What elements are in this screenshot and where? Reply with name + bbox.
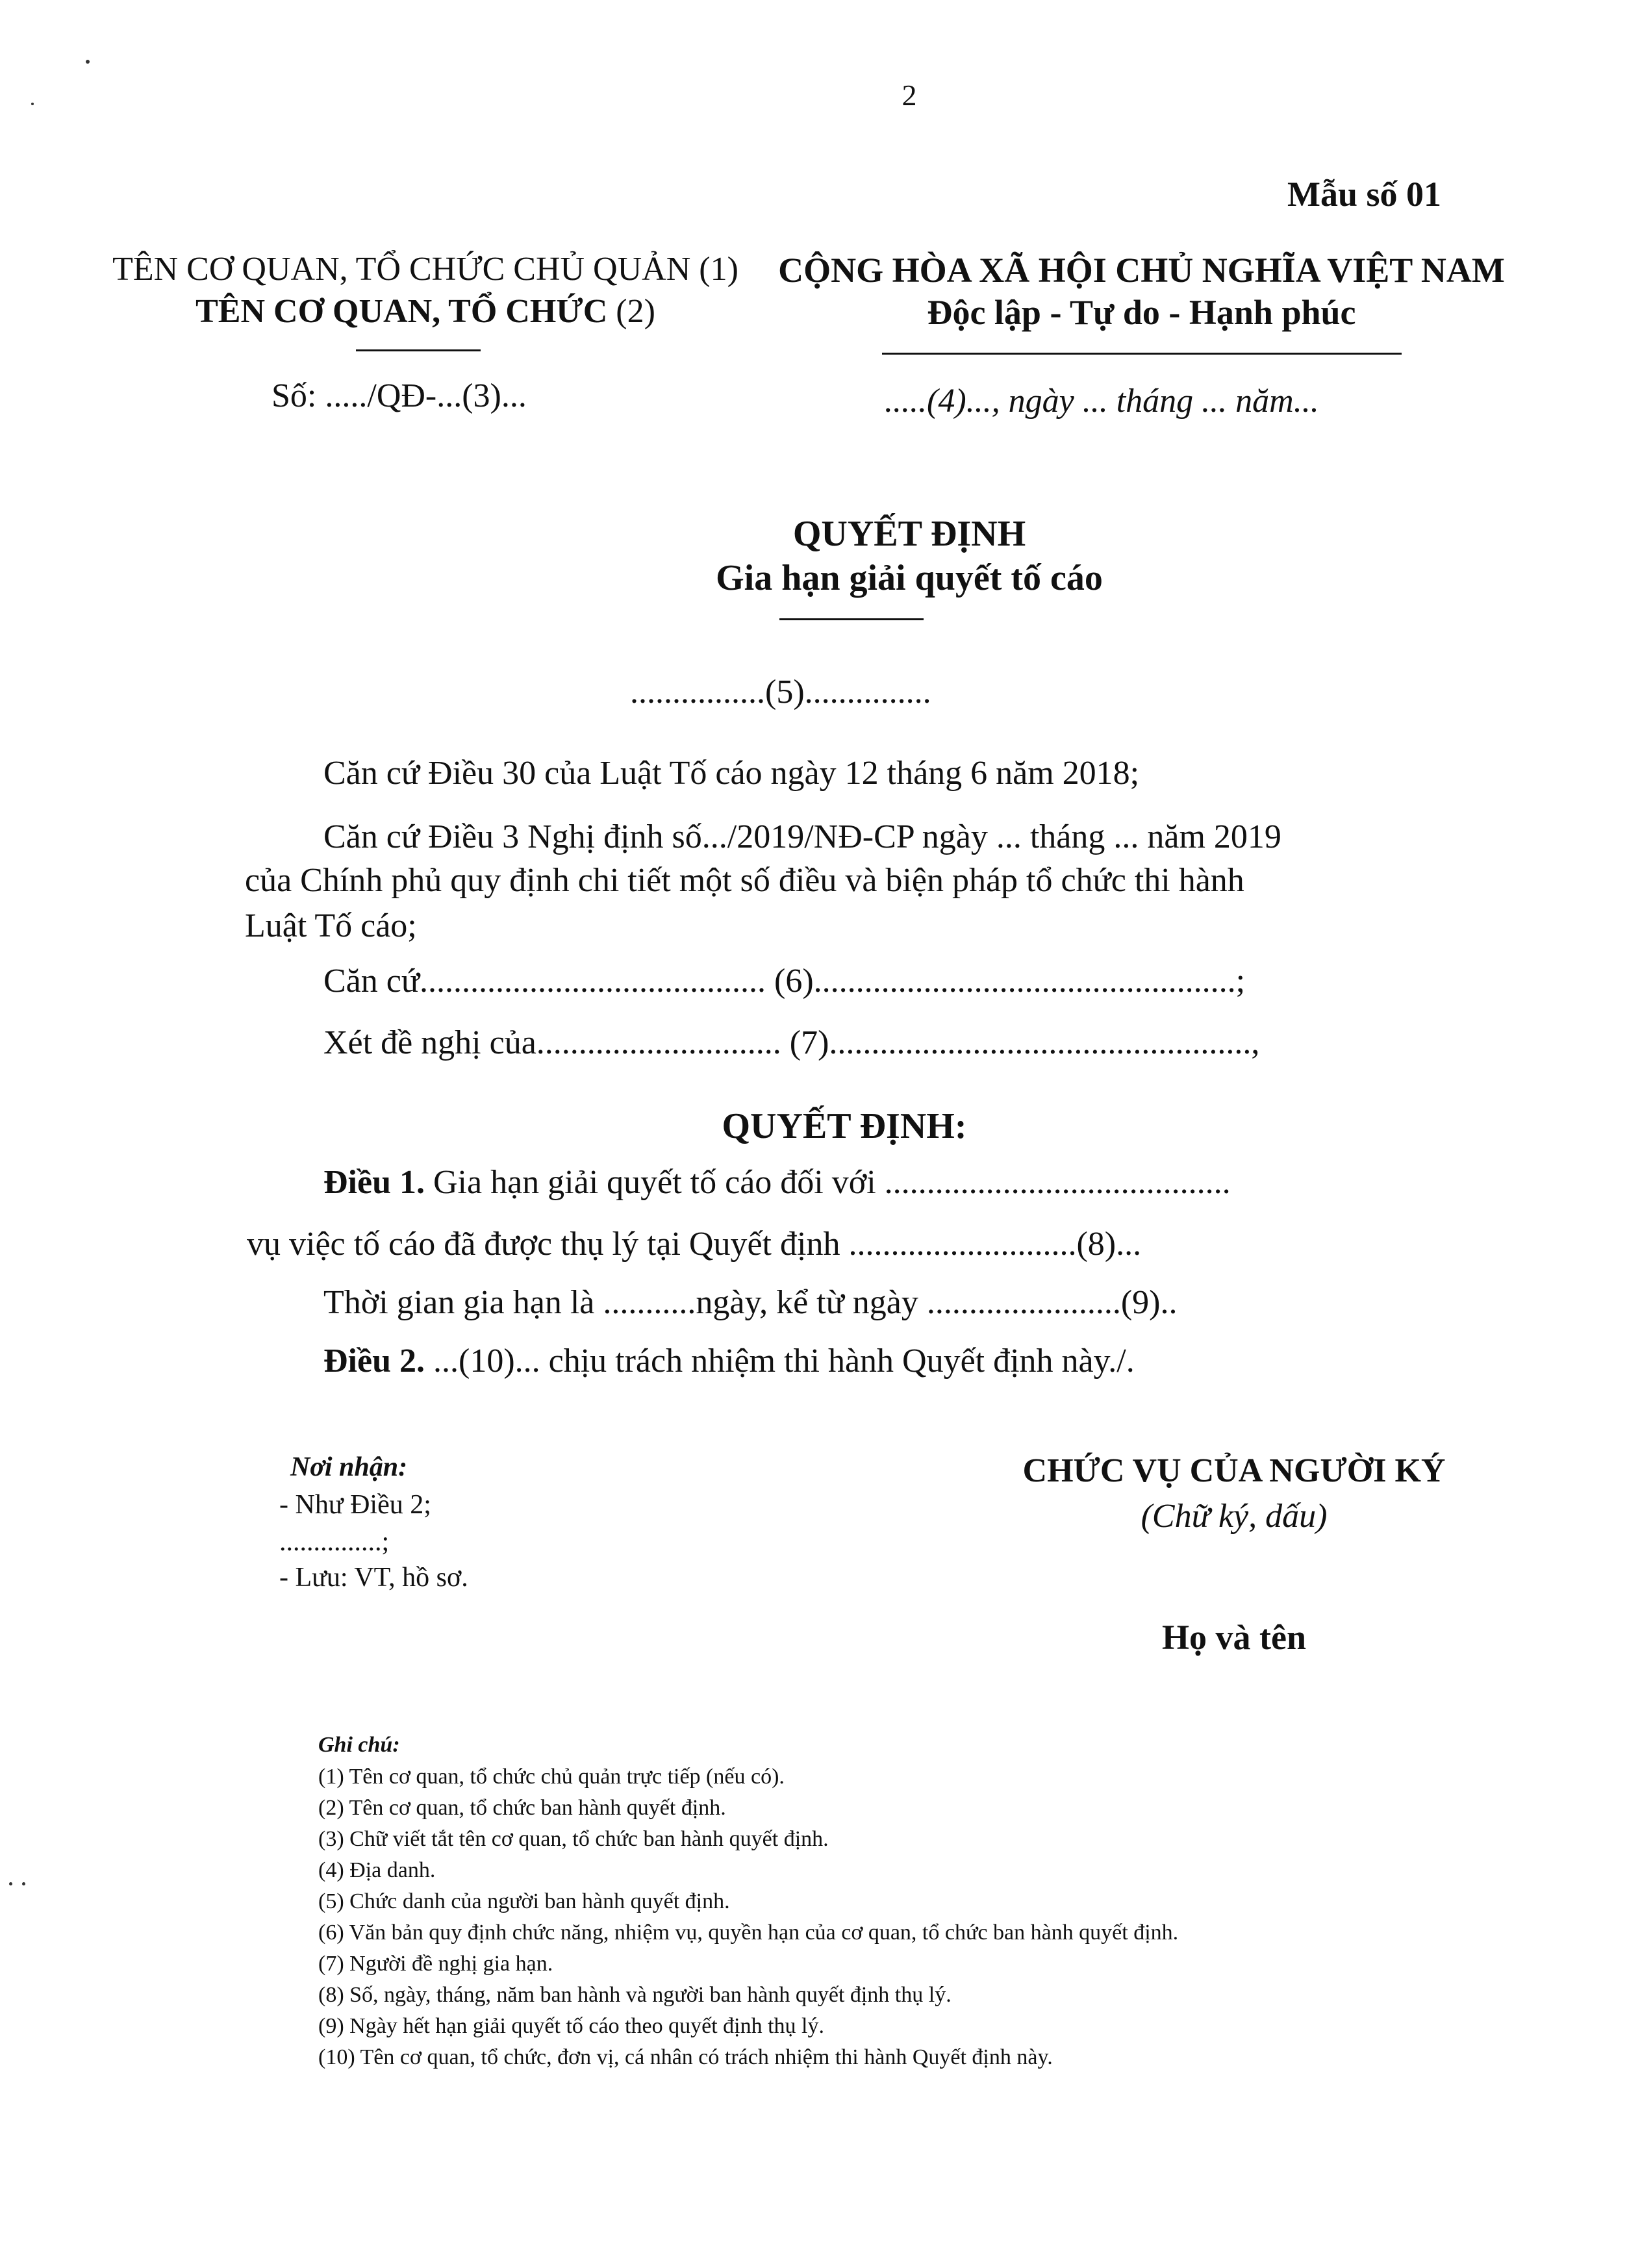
note-item: (7) Người đề nghị gia hạn. [318, 1952, 553, 1976]
scan-speck [31, 103, 34, 105]
note-item: (4) Địa danh. [318, 1858, 436, 1882]
decision-heading: QUYẾT ĐỊNH: [722, 1106, 967, 1146]
note-item: (2) Tên cơ quan, tổ chức ban hành quyết định. [318, 1796, 726, 1820]
national-title: CỘNG HÒA XÃ HỘI CHỦ NGHĨA VIỆT NAM [778, 251, 1505, 290]
page-number: 2 [902, 79, 917, 112]
article-1-text: Gia hạn giải quyết tố cáo đối với ......................................... [425, 1164, 1231, 1201]
recipient-item: ...............; [279, 1527, 390, 1557]
notes-heading: Ghi chú: [318, 1733, 400, 1757]
article-1-line1 [323, 1166, 1231, 1200]
national-motto: Độc lập - Tự do - Hạnh phúc [927, 293, 1356, 332]
scan-speck [22, 1882, 25, 1885]
recipients-heading: Nơi nhận: [290, 1452, 408, 1482]
header-left-underline [356, 349, 481, 351]
organization-note: (2) [607, 293, 655, 330]
article-2-text: ...(10)... chịu trách nhiệm thi hành Quyết định này./. [425, 1342, 1135, 1380]
article-1-line3: Thời gian gia hạn là ...........ngày, kể từ ngày .......................(9).. [323, 1284, 1178, 1321]
recipient-item: - Như Điều 2; [279, 1490, 431, 1520]
basis-decree-line3: Luật Tố cáo; [245, 907, 417, 944]
article-2 [323, 1344, 1135, 1378]
signature-note: (Chữ ký, dấu) [1141, 1498, 1328, 1535]
document-number: Số: ...../QĐ-...(3)... [271, 377, 527, 414]
basis-mandate: Căn cứ......................................... (6)..................................................; [323, 963, 1246, 1000]
document-subtitle: Gia hạn giải quyết tố cáo [716, 558, 1103, 598]
scan-speck [86, 60, 90, 64]
note-item: (6) Văn bản quy định chức năng, nhiệm vụ, quyền hạn của cơ quan, tổ chức ban hành quyết định. [318, 1921, 1179, 1945]
title-underline [779, 618, 924, 620]
note-item: (1) Tên cơ quan, tổ chức chủ quản trực tiếp (nếu có). [318, 1765, 785, 1789]
recipient-item: - Lưu: VT, hồ sơ. [279, 1563, 468, 1593]
note-item: (8) Số, ngày, tháng, năm ban hành và người ban hành quyết định thụ lý. [318, 1983, 952, 2007]
note-item: (9) Ngày hết hạn giải quyết tố cáo theo quyết định thụ lý. [318, 2014, 824, 2038]
article-2-label: Điều 2. [323, 1342, 425, 1380]
header-left-line2 [104, 292, 747, 331]
article-1-label: Điều 1. [323, 1164, 425, 1201]
document-title: QUYẾT ĐỊNH [792, 514, 1026, 554]
scan-speck [9, 1882, 12, 1885]
article-1-line2: vụ việc tố cáo đã được thụ lý tại Quyết định ...........................(8)... [247, 1226, 1142, 1263]
header-right-underline [882, 353, 1402, 355]
note-item: (3) Chữ viết tắt tên cơ quan, tổ chức ban hành quyết định. [318, 1827, 829, 1851]
basis-law: Căn cứ Điều 30 của Luật Tố cáo ngày 12 tháng 6 năm 2018; [323, 755, 1140, 792]
organization-name: TÊN CƠ QUAN, TỔ CHỨC [195, 293, 608, 330]
basis-decree-line2: của Chính phủ quy định chi tiết một số điều và biện pháp tổ chức thi hành [245, 862, 1244, 899]
basis-proposal: Xét đề nghị của............................. (7).................................................., [323, 1024, 1260, 1061]
header-left-line1: TÊN CƠ QUAN, TỔ CHỨC CHỦ QUẢN (1) [112, 251, 738, 288]
place-and-date: .....(4)..., ngày ... tháng ... năm... [885, 383, 1319, 420]
signer-name: Họ và tên [1162, 1618, 1306, 1657]
issuer-line: ................(5)............... [630, 674, 931, 711]
signer-title: CHỨC VỤ CỦA NGƯỜI KÝ [1022, 1452, 1446, 1489]
note-item: (10) Tên cơ quan, tổ chức, đơn vị, cá nhân có trách nhiệm thi hành Quyết định này. [318, 2045, 1053, 2069]
form-label: Mẫu số 01 [1287, 175, 1442, 214]
basis-decree-line1: Căn cứ Điều 3 Nghị định số.../2019/NĐ-CP ngày ... tháng ... năm 2019 [323, 818, 1281, 855]
note-item: (5) Chức danh của người ban hành quyết định. [318, 1889, 730, 1913]
